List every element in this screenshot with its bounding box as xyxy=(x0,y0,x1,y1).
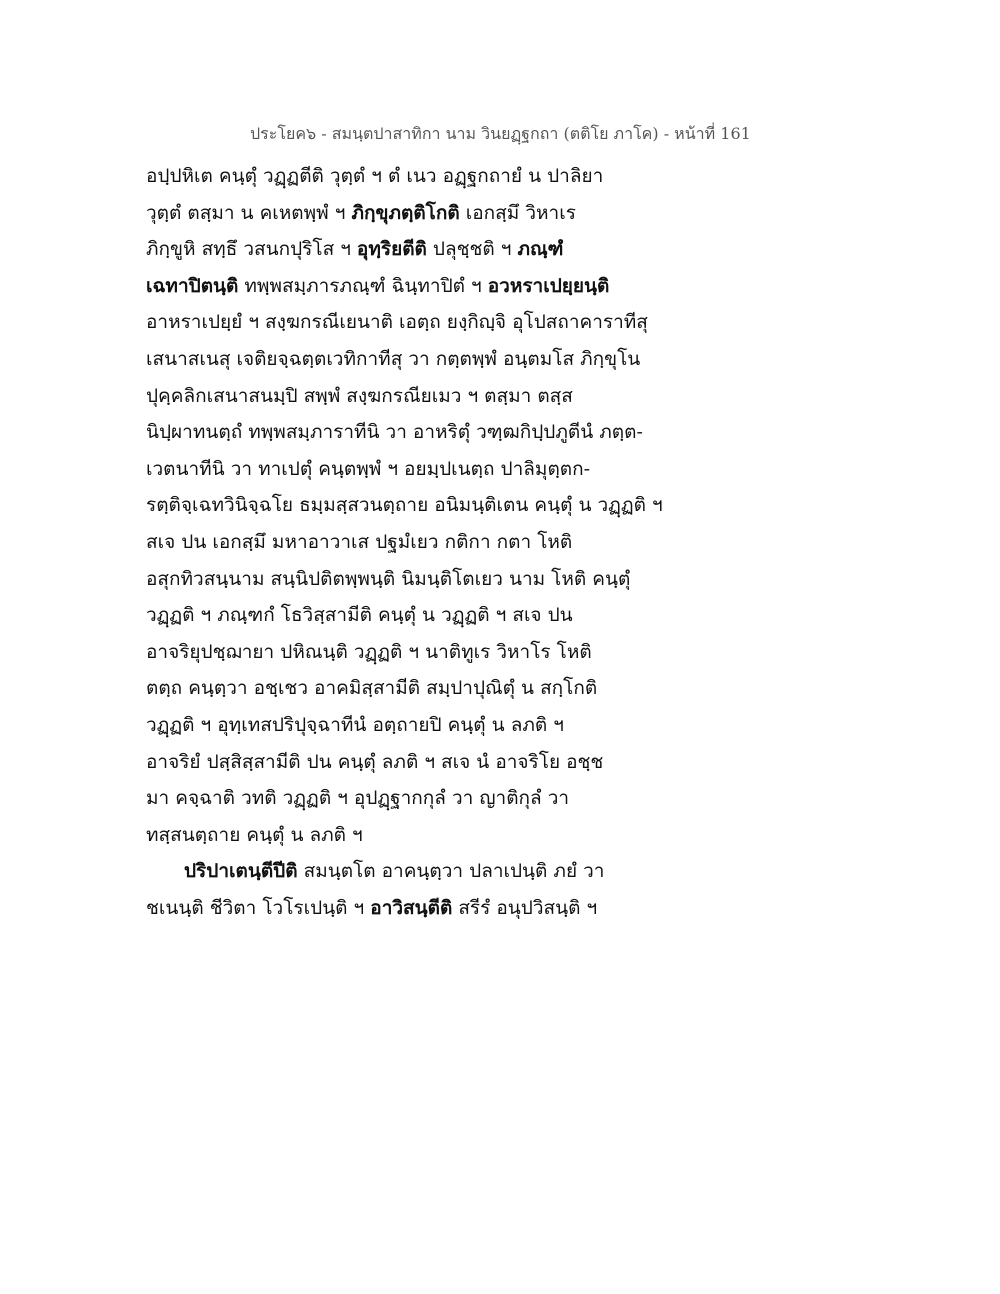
text-line xyxy=(146,597,746,634)
text-line xyxy=(146,853,746,890)
text-run: เสนาสเนสุ เจติยจฺฉตฺตเวทิกาทีสุ วา กตฺตพฺพํ อนฺตมโส ภิกฺขุโน xyxy=(146,347,641,370)
text-run: นิปฺผาทนตฺถํ ทพฺพสมฺภาราทีนิ วา อาหริตุํ วฑฺฒกิปฺปภูตีนํ ภตฺต- xyxy=(146,421,643,444)
text-line xyxy=(146,451,746,488)
text-line xyxy=(146,341,746,378)
text-line xyxy=(146,744,746,781)
text-line xyxy=(146,670,746,707)
text-run: รตฺติจฺเฉทวินิจฺฉโย ธมฺมสฺสวนตฺถาย อนิมนฺติเตน คนฺตุํ น วฏฺฏติ ฯ xyxy=(146,494,663,517)
text-run: สมนฺตโต อาคนฺตฺวา ปลาเปนฺติ ภยํ วา xyxy=(297,860,605,883)
text-line xyxy=(146,524,746,561)
text-line xyxy=(146,817,746,854)
text-line xyxy=(146,780,746,817)
text-line xyxy=(146,487,746,524)
text-line xyxy=(146,231,746,268)
bold-term: อุทฺริยตีติ xyxy=(356,238,427,261)
text-line xyxy=(146,378,746,415)
text-line xyxy=(146,195,746,232)
text-run: อสุกทิวสนฺนาม สนฺนิปติตพฺพนฺติ นิมนฺติโตเยว นาม โหติ คนฺตุํ xyxy=(146,567,631,590)
text-line xyxy=(146,890,746,927)
text-run: ภิกฺขูหิ สทฺธึ วสนกปุริโส ฯ xyxy=(146,238,357,261)
text-run: มา คจฺฉาติ วทติ วฏฺฏติ ฯ อุปฏฺฐากกุลํ วา ญาติกุลํ วา xyxy=(146,787,570,810)
text-run: อาหราเปยฺยํ ฯ สงฺฆกรณีเยนาติ เอตฺถ ยงฺกิญฺจิ อุโปสถาคาราทีสุ xyxy=(146,311,648,334)
bold-term: เฉทาปิตนฺติ xyxy=(146,274,239,297)
text-line xyxy=(146,158,746,195)
text-run: ปลุชฺชติ ฯ xyxy=(426,238,518,261)
text-run: วุตฺตํ ตสฺมา น คเหตพฺพํ ฯ xyxy=(146,201,352,224)
bold-term: อวหราเปยฺยนฺติ xyxy=(487,274,610,297)
bold-term: ปริปาเตนฺตีปีติ xyxy=(184,860,298,883)
text-run: เอกสฺมึ วิหาเร xyxy=(459,201,576,224)
text-run: วฏฺฏติ ฯ อุทฺเทสปริปุจฺฉาทีนํ อตฺถายปิ คนฺตุํ น ลภติ ฯ xyxy=(146,713,564,736)
running-header: ประโยค๖ - สมนฺตปาสาทิกา นาม วินยฏฺฐกถา (ตติโย ภาโค) - หน้าที่ 161 xyxy=(250,124,751,143)
text-run: ตตฺถ คนฺตฺวา อชฺเชว อาคมิสฺสามีติ สมฺปาปุณิตุํ น สกฺโกติ xyxy=(146,677,598,700)
text-line xyxy=(146,414,746,451)
text-line xyxy=(146,304,746,341)
text-run: อาจริยุปชฺฌายา ปหิณนฺติ วฏฺฏติ ฯ นาติทูเร วิหาโร โหติ xyxy=(146,640,592,663)
bold-term: อาวิสนฺตีติ xyxy=(370,896,453,919)
text-run: สรีรํ อนุปวิสนฺติ ฯ xyxy=(452,896,598,919)
text-run: สเจ ปน เอกสฺมึ มหาอาวาเส ปฐมํเยว กติกา กตา โหติ xyxy=(146,530,573,553)
text-run: ทสฺสนตฺถาย คนฺตุํ น ลภติ ฯ xyxy=(146,823,363,846)
text-line xyxy=(146,634,746,671)
bold-term: ภณฺฑํ xyxy=(517,238,564,261)
text-run: อปฺปหิเต คนฺตุํ วฏฺฏตีติ วุตฺตํ ฯ ตํ เนว อฏฺฐกถายํ น ปาลิยา xyxy=(146,165,604,187)
body-text xyxy=(146,158,746,926)
text-run: ชเนนฺติ ชีวิตา โวโรเปนฺติ ฯ xyxy=(146,896,371,919)
text-run: อาจริยํ ปสฺสิสฺสามีติ ปน คนฺตุํ ลภติ ฯ สเจ นํ อาจริโย อชฺช xyxy=(146,750,604,773)
text-run: วฏฺฏติ ฯ ภณฺฑกํ โธวิสฺสามีติ คนฺตุํ น วฏฺฏติ ฯ สเจ ปน xyxy=(146,604,573,627)
bold-term: ภิกฺขุภตฺติโกติ xyxy=(351,201,460,224)
text-run: ปุคฺคลิกเสนาสนมฺปิ สพฺพํ สงฺฆกรณียเมว ฯ ตสฺมา ตสฺส xyxy=(146,384,573,407)
text-run: ทพฺพสมฺภารภณฺฑํ ฉินฺทาปิตํ ฯ xyxy=(238,274,488,297)
text-run: เวตนาทีนิ วา ทาเปตุํ คนฺตพฺพํ ฯ อยมฺปเนตฺถ ปาลิมุตฺตก- xyxy=(146,457,591,480)
text-line xyxy=(146,707,746,744)
text-line xyxy=(146,561,746,598)
text-line xyxy=(146,268,746,305)
